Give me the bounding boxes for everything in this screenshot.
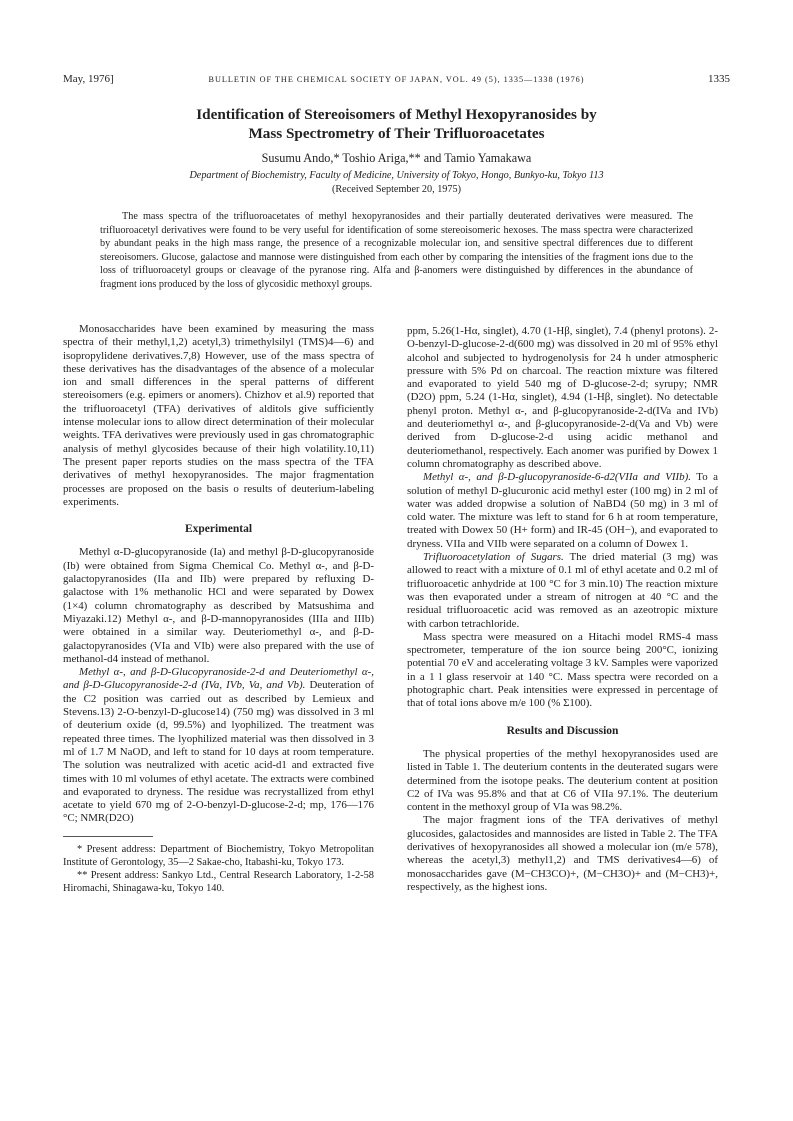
intro-paragraph: Monosaccharides have been examined by measuring the mass spectra of their methyl,1,2) acetyl,3) trimethylsilyl (TMS)4—6) and isopropylidene derivatives.7,8) However, use of the mass spectra of these derivatives has the disadvantages of the absence of a molecular ion and small differences in the speral patterns of different stereoisomers (e.g. epimers or anomers). Chizhov et al.9) reported that the trifluoroacetyl (TFA) derivatives of alditols give sufficiently intense molecular ions to allow direct determination of their molecular weights. TFA derivatives were previously used in gas chromatographic analysis of methyl glycosides because of their high volatility.10,11) The present paper reports studies on the mass spectra of the TFA derivatives of methyl hexopyranosides. The major fragmentation processes are proposed on the basis o results of deuterium-labeling experiments. — [63, 323, 374, 508]
experimental-paragraph-2-body: Deuteration of the C2 position was carried out as described by Lemieux and Stevens.13) 2-O-benzyl-D-glucose14) (750 mg) was dissolved in 3 ml of deuterium oxide (d, 99.5%) and lyophilized. The treatment was repeated three times. The lyophilized material was then dissolved in 3 ml of 1.7 M NaOD, and left to stand for 10 days at room temperature. The solution was neutralized with acetic acid-d1 and extracted five times with 10 ml volumes of ethyl acetate. The extracts were combined and evaporated to dryness. The residue was recrystallized from ethyl acetate to yield 670 mg of 2-O-benzyl-D-glucose-2-d; mp, 176—176 °C; NMR(D2O) — [63, 679, 375, 825]
experimental-paragraph-3-body: To a solution of methyl D-glucuronic acid methyl ester (100 mg) in 2 ml of water was added dropwise a solution of NaBD4 (50 mg) in 3 ml of cold water. The mixture was left to stand for 6 h at room temperature, treated with Dowex 50 (H+ form) and IR-45 (OH−), and evaporated to dryness. VIIa and VIIb were separated on a column of Dowex 1. — [407, 471, 718, 550]
experimental-paragraph-4-body: The dried material (3 mg) was allowed to react with a mixture of 0.1 ml of ethyl acetate and 0.2 ml of trifluoroacetic anhydride at 100 °C for 3 min.10) The reaction mixture was then evaporated under a stream of nitrogen at 40 °C and the residual trifluoroacetic acid was removed as an azeotropic mixture with carbon tetrachloride. — [407, 551, 718, 630]
header-left: May, 1976] — [63, 73, 114, 85]
experimental-paragraph-1: Methyl α-D-glucopyranoside (Ia) and methyl β-D-glucopyranoside (Ib) were obtained from Sigma Chemical Co. Methyl α-, and β-D-galactopyranosides (IIa and IIb) were prepared by refluxing D-galactose with 1% methanolic HCl and were separated by Dowex (1×4) column chromatography as described by Matsushima and Miyazaki.12) Methyl α-, and β-D-mannopyranosides (IIIa and IIIb) were obtained in a similar way. Deuteriomethyl α-, and β-D-galactopyranosides (VIa and VIb) were also prepared with the use of methanol-d4 instead of methanol. — [63, 546, 374, 665]
footnote-divider — [63, 836, 153, 837]
experimental-paragraph-2-continued: ppm, 5.26(1-Hα, singlet), 4.70 (1-Hβ, singlet), 7.4 (phenyl protons). 2-O-benzyl-D-glucose-2-d(600 mg) was dissolved in 20 ml of 95% ethyl alcohol and subjected to hydrogenolysis for 24 h under atmospheric pressure with 5% Pd on charcoal. The reaction mixture was filtered and evaporated to yield 540 mg of D-glucose-2-d; syrupy; NMR (D2O) ppm, 5.24 (1-Hα, singlet), 4.94 (1-Hβ, singlet). No detectable phenyl proton. Methyl α-, and β-glucopyranoside-2-d(IVa and IVb) and deuteriomethyl α-, and β-glucopyranoside-2-d(Va and Vb) were derived from D-glucose-2-d using acidic methanol and deuteriomethanol, respectively. Each anomer was purified by Dowex 1 column chromatography as described above. — [407, 325, 718, 470]
journal-header: BULLETIN OF THE CHEMICAL SOCIETY OF JAPAN, VOL. 49 (5), 1335—1338 (1976) — [208, 75, 585, 84]
paper-title — [60, 105, 733, 143]
experimental-paragraph-2 — [63, 666, 374, 826]
footnote-2: ** Present address: Sankyo Ltd., Central Research Laboratory, 1-2-58 Hiromachi, Shinagawa-ku, Tokyo 140. — [63, 869, 374, 894]
page-number: 1335 — [708, 73, 730, 85]
results-paragraph-1: The physical properties of the methyl hexopyranosides used are listed in Table 1. The deuterium contents in the deuterated sugars were determined from the isotope peaks. The deuterium content at position C2 of IVa was 95.8% and that at C6 of VIIa 97.1%. The deuterium content in the methoxyl group of VIa was 98.2%. — [407, 747, 718, 814]
subheading-trifluoroacetylation: Trifluoroacetylation of Sugars. — [423, 551, 564, 564]
abstract: The mass spectra of the trifluoroacetates of methyl hexopyranosides and their partially deuterated derivatives were measured. The trifluoroacetyl derivatives were found to be very useful for identification of some stereoisomeric hexoses. The mass spectra were characterized by abundant peaks in the high mass range, the presence of a recognizable molecular ion, and sensitive spectral differences due to different stereoisomers. Glucose, galactose and mannose were distinguished from each other by comparing the intensities of the fragment ions due to the loss of trifluoroacetyl groups or cleavage of the pyranose ring. Alfa and β-anomers were distinguished by differences in the abundance of fragment ions produced by the loss of glycosidic methoxyl groups. — [100, 211, 693, 290]
results-heading: Results and Discussion — [506, 724, 619, 737]
authors: Susumu Ando,* Toshio Ariga,** and Tamio Yamakawa — [261, 151, 532, 165]
left-column — [63, 323, 374, 895]
experimental-paragraph-4 — [407, 551, 718, 631]
footnote-1: * Present address: Department of Biochemistry, Tokyo Metropolitan Institute of Gerontology, 35—2 Sakae-cho, Itabashi-ku, Tokyo 173. — [63, 843, 374, 868]
experimental-paragraph-5: Mass spectra were measured on a Hitachi model RMS-4 mass spectrometer, temperature of the ion source being 200°C, ionizing potential 70 eV and accelerating voltage 3 kV. Samples were vaporized in a 1 l glass reservoir at 140 °C. Mass spectra were recorded on a photographic chart. Peak intensities were expressed in percentage of that of total ions above m/e 100 (% Σ100). — [407, 630, 718, 710]
experimental-paragraph-3 — [407, 471, 718, 551]
affiliation: Department of Biochemistry, Faculty of Medicine, University of Tokyo, Hongo, Bunkyo-ku, Tokyo 113 — [189, 170, 604, 181]
title-line-2: Mass Spectrometry of Their Trifluoroacetates — [248, 125, 545, 142]
received-date: (Received September 20, 1975) — [331, 184, 461, 195]
title-line-1: Identification of Stereoisomers of Methyl Hexopyranosides by — [196, 106, 597, 123]
right-column — [407, 325, 718, 894]
results-paragraph-2: The major fragment ions of the TFA derivatives of methyl glucosides, galactosides and mannosides are listed in Table 2. The TFA derivatives of hexopyranosides all showed a molecular ion (m/e 578), whereas the acetyl,3) methyl1,2) and TMS derivatives4—6) of monosaccharides gave (M−CH3CO)+, (M−CH3O)+ and (M−CH3)+, respectively, as the highest ions. — [407, 814, 718, 893]
subheading-glucopyranoside-2d: Methyl α-, and β-D-Glucopyranoside-2-d and Deuteriomethyl α-, and β-D-Glucopyranoside-2-d (IVa, IVb, Va, and Vb). — [63, 666, 374, 692]
subheading-glucopyranoside-6d2: Methyl α-, and β-D-glucopyranoside-6-d2(VIIa and VIIb). — [423, 471, 691, 484]
experimental-heading: Experimental — [184, 523, 253, 536]
footnotes — [63, 843, 374, 895]
